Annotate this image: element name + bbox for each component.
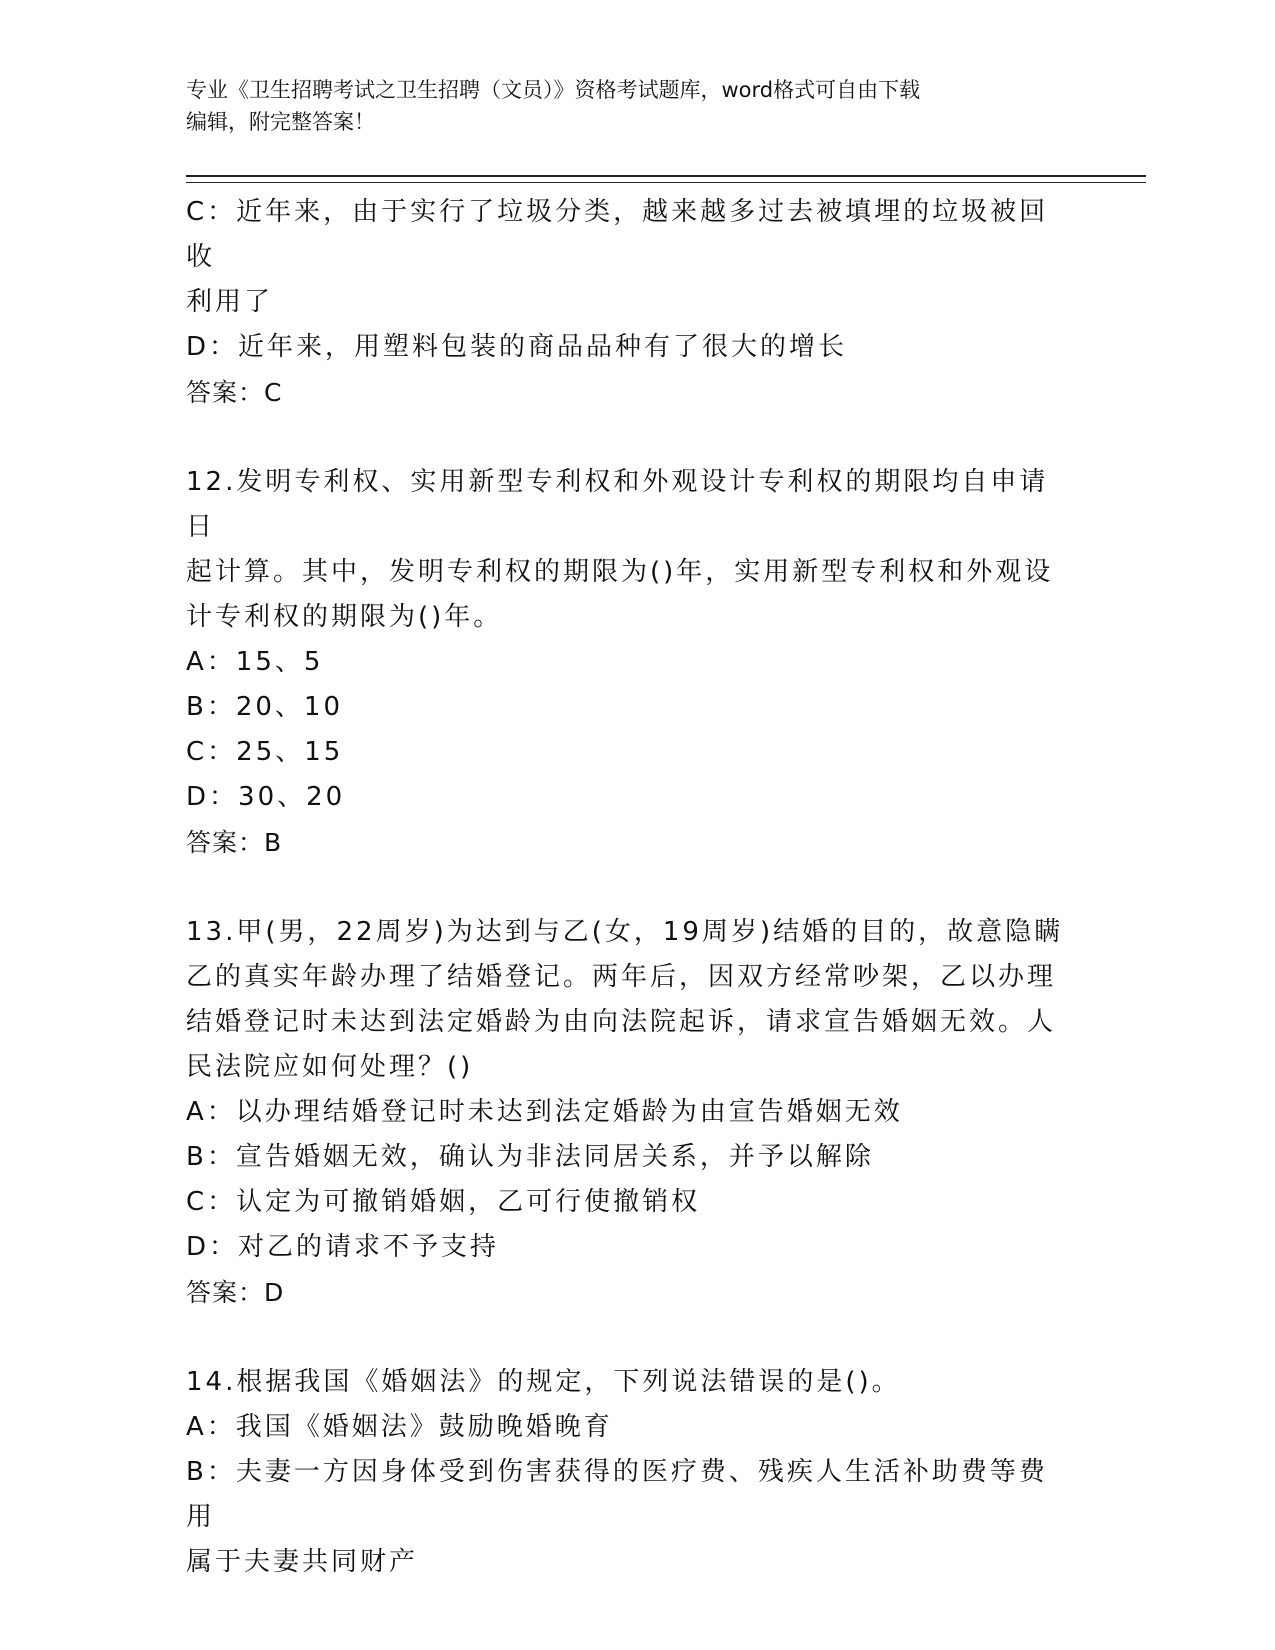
q14-option-b-line-1: B：夫妻一方因身体受到伤害获得的医疗费、残疾人生活补助费等费用 (186, 1457, 1048, 1532)
spacer (186, 865, 1066, 910)
spacer (186, 415, 1066, 460)
q11-option-c-line-2: 利用了 (186, 287, 274, 317)
q12-option-d: D：30、20 (186, 782, 346, 812)
q13-option-a: A：以办理结婚登记时未达到法定婚龄为由宣告婚姻无效 (186, 1097, 903, 1127)
q13-answer: 答案：D (186, 1278, 285, 1307)
question-content (186, 190, 1066, 1585)
q13-stem-line-2: 乙的真实年龄办理了结婚登记。两年后，因双方经常吵架，乙以办理 (186, 962, 1057, 992)
q13-stem-line-4: 民法院应如何处理？() (186, 1052, 474, 1082)
header-line-1: 专业《卫生招聘考试之卫生招聘（文员）》资格考试题库，word格式可自由下载 (186, 78, 921, 102)
q14-stem-line-1: 14.根据我国《婚姻法》的规定，下列说法错误的是()。 (186, 1367, 901, 1397)
q12-option-c: C：25、15 (186, 737, 344, 767)
q12-stem-line-3: 计专利权的期限为()年。 (186, 602, 503, 632)
q12-option-a: A：15、5 (186, 647, 324, 677)
q12-answer: 答案：B (186, 828, 283, 857)
header-rule-thin (186, 182, 1146, 183)
document-header (186, 74, 1086, 138)
q11-option-c-line-1: C：近年来，由于实行了垃圾分类，越来越多过去被填埋的垃圾被回收 (186, 197, 1049, 272)
q13-option-d: D：对乙的请求不予支持 (186, 1232, 500, 1262)
q13-stem-line-1: 13.甲(男，22周岁)为达到与乙(女，19周岁)结婚的目的，故意隐瞒 (186, 917, 1064, 947)
q13-option-c: C：认定为可撤销婚姻，乙可行使撤销权 (186, 1187, 701, 1217)
header-rule-thick (186, 175, 1146, 177)
q11-answer: 答案：C (186, 378, 283, 407)
q12-stem-line-2: 起计算。其中，发明专利权的期限为()年，实用新型专利权和外观设 (186, 557, 1054, 587)
q14-option-a: A：我国《婚姻法》鼓励晚婚晚育 (186, 1412, 613, 1442)
q11-option-d: D：近年来，用塑料包装的商品品种有了很大的增长 (186, 332, 848, 362)
spacer (186, 1315, 1066, 1360)
q13-option-b: B：宣告婚姻无效，确认为非法同居关系，并予以解除 (186, 1142, 874, 1172)
header-line-2: 编辑，附完整答案！ (186, 110, 375, 134)
q12-option-b: B：20、10 (186, 692, 344, 722)
q14-option-b-line-2: 属于夫妻共同财产 (186, 1547, 419, 1577)
q13-stem-line-3: 结婚登记时未达到法定婚龄为由向法院起诉，请求宣告婚姻无效。人 (186, 1007, 1057, 1037)
q12-stem-line-1: 12.发明专利权、实用新型专利权和外观设计专利权的期限均自申请日 (186, 467, 1049, 542)
